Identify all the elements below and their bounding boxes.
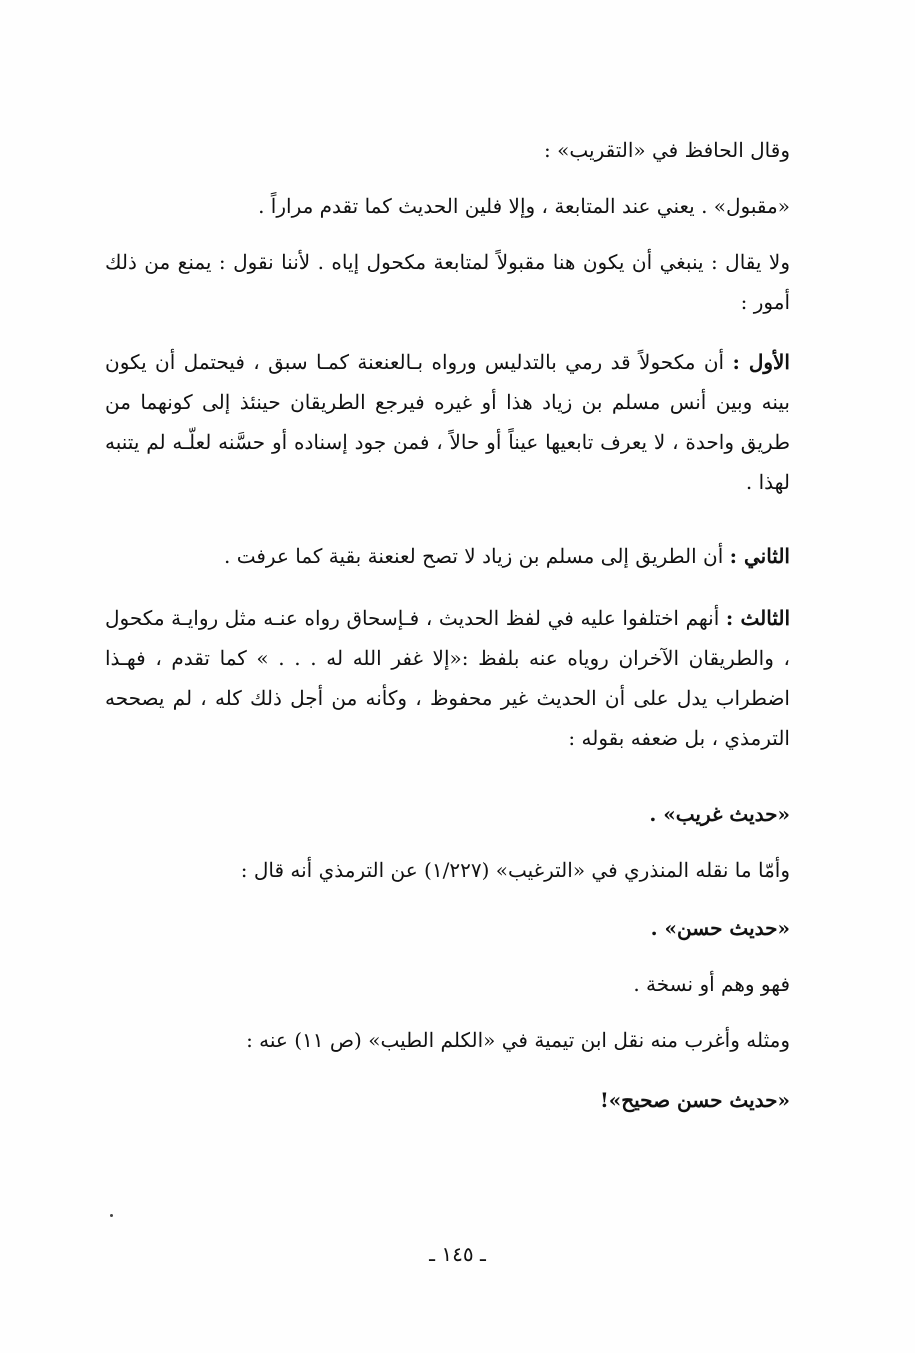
paragraph-third-reason <box>105 598 790 758</box>
paragraph-text: ولا يقال : ينبغي أن يكون هنا مقبولاً لمتابعة مكحول إياه . لأننا نقول : يمنع من ذلك أمور : <box>105 250 790 314</box>
paragraph-first-reason <box>105 342 790 502</box>
paragraph-text: «حديث غريب» . <box>649 802 790 826</box>
quote-hadith-hasan <box>105 908 790 948</box>
paragraph-ibn-taymiyya <box>105 1020 790 1060</box>
paragraph-mundhiri <box>105 850 790 890</box>
paragraph-wahm <box>105 964 790 1004</box>
paragraph-lead-heading: الأول : <box>732 350 790 374</box>
scan-speck-mark <box>110 1214 113 1217</box>
paragraph-text: أنهم اختلفوا عليه في لفظ الحديث ، فـإسحاق رواه عنـه مثل روايـة مكحول ، والطريقان الآخران روياه عنه بلفظ :«إلا غفر الله له . . . » كما تقدم ، فهـذا اضطراب يدل على أن الحديث غير محفوظ ، وكأنه من أجل ذلك كله ، لم يصححه الترمذي ، بل ضعفه بقوله : <box>105 606 790 750</box>
paragraph-text: أن مكحولاً قد رمي بالتدليس ورواه بـالعنعنة كمـا سبق ، فيحتمل أن يكون بينه وبين أنس مسلم بن زياد هذا أو غيره فيرجع الطريقان حينئذ إلى كونهما من طريق واحدة ، لا يعرف تابعيها عيناً أو حالاً ، فمن جود إسناده أو حسَّنه لعلّـه لم يتنبه لهذا . <box>105 350 790 494</box>
paragraph-text: ومثله وأغرب منه نقل ابن تيمية في «الكلم الطيب» (ص ١١) عنه : <box>246 1028 790 1052</box>
paragraph-text: «مقبول» . يعني عند المتابعة ، وإلا فلين الحديث كما تقدم مراراً . <box>258 194 790 218</box>
paragraph-text: «حديث حسن» . <box>650 916 790 940</box>
paragraph-taqrib-intro <box>105 130 790 170</box>
paragraph-text: أن الطريق إلى مسلم بن زياد لا تصح لعنعنة بقية كما عرفت . <box>224 544 724 568</box>
paragraph-text: وأمّا ما نقله المنذري في «الترغيب» (١/٢٢٧) عن الترمذي أنه قال : <box>240 858 790 882</box>
page-number: ـ ١٤٥ ـ <box>429 1242 486 1266</box>
paragraph-objection <box>105 242 790 322</box>
paragraph-second-reason <box>105 536 790 576</box>
paragraph-maqbul <box>105 186 790 226</box>
quote-hadith-hasan-sahih <box>105 1080 790 1120</box>
paragraph-lead-heading: الثاني : <box>729 544 790 568</box>
paragraph-text: فهو وهم أو نسخة . <box>633 972 790 996</box>
paragraph-text: «حديث حسن صحيح»! <box>599 1088 790 1112</box>
quote-hadith-gharib <box>105 794 790 834</box>
paragraph-text: وقال الحافظ في «التقريب» : <box>544 138 790 162</box>
paragraph-lead-heading: الثالث : <box>725 606 791 630</box>
